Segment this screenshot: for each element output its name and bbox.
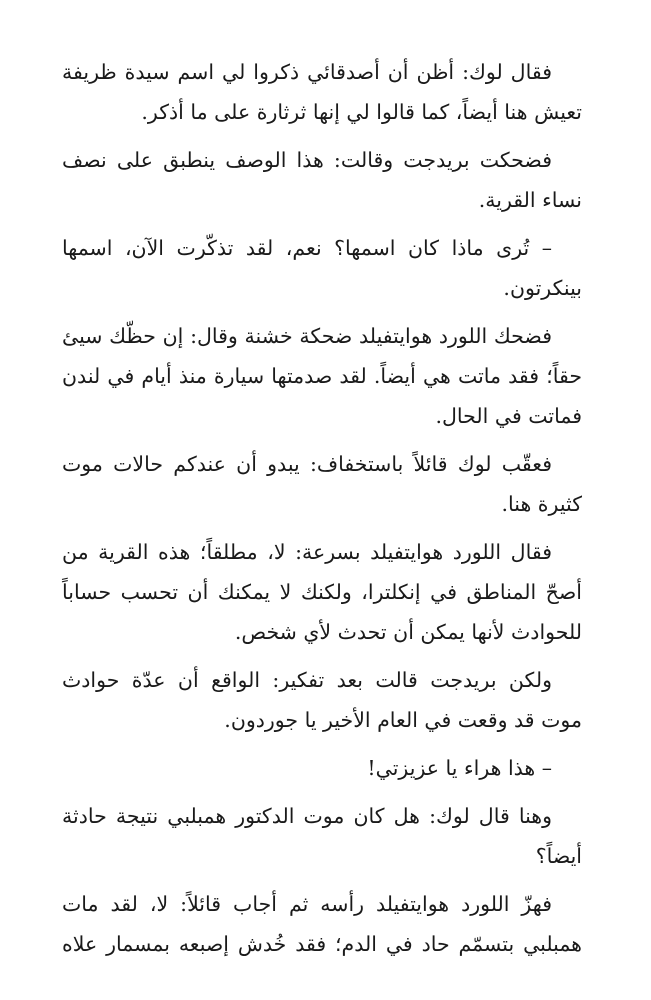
paragraph-10 [62, 884, 582, 964]
text-line: فضحكت بريدجت وقالت: هذا الوصف ينطبق على نصف [62, 148, 552, 172]
text-line: للحوادث لأنها يمكن أن تحدث لأي شخص. [234, 620, 582, 644]
text-line: موت قد وقعت في العام الأخير يا جوردون. [224, 708, 582, 732]
paragraph-3 [62, 228, 582, 308]
paragraph-5 [62, 444, 582, 524]
text-line: فضحك اللورد هوايتفيلد ضحكة خشنة وقال: إن حظّك سيئ [62, 324, 552, 348]
paragraph-8 [62, 748, 582, 788]
text-line: أيضاً؟ [535, 844, 582, 868]
paragraph-6 [62, 532, 582, 652]
text-line: أصحّ المناطق في إنكلترا، ولكنك لا يمكنك أن تحسب حساباً [62, 580, 582, 604]
text-line: وهنا قال لوك: هل كان موت الدكتور همبلبي نتيجة حادثة [62, 804, 552, 828]
text-line: فهزّ اللورد هوايتفيلد رأسه ثم أجاب قائلاً: لا، لقد مات [62, 892, 552, 916]
text-line: ولكن بريدجت قالت بعد تفكير: الواقع أن عدّة حوادث [62, 668, 552, 692]
paragraph-2 [62, 140, 582, 220]
text-line: فقال اللورد هوايتفيلد بسرعة: لا، مطلقاً؛ هذه القرية من [62, 540, 552, 564]
paragraph-7 [62, 660, 582, 740]
text-line: – هذا هراء يا عزيزتي! [367, 756, 552, 780]
book-page [62, 52, 582, 972]
paragraph-9 [62, 796, 582, 876]
text-line: بينكرتون. [503, 276, 582, 300]
text-line: تعيش هنا أيضاً، كما قالوا لي إنها ثرثارة على ما أذكر. [141, 100, 582, 124]
text-line: كثيرة هنا. [501, 492, 582, 516]
paragraph-1 [62, 52, 582, 132]
text-line: – تُرى ماذا كان اسمها؟ نعم، لقد تذكّرت الآن، اسمها [62, 236, 552, 260]
text-line: فقال لوك: أظن أن أصدقائي ذكروا لي اسم سيدة ظريفة [62, 60, 552, 84]
text-line: فماتت في الحال. [435, 404, 582, 428]
text-line: نساء القرية. [478, 188, 582, 212]
text-line: حقاً؛ فقد ماتت هي أيضاً. لقد صدمتها سيارة منذ أيام في لندن [62, 364, 582, 388]
text-line: فعقّب لوك قائلاً باستخفاف: يبدو أن عندكم حالات موت [62, 452, 552, 476]
paragraph-4 [62, 316, 582, 436]
text-line: همبلبي بتسمّم حاد في الدم؛ فقد خُدش إصبعه بمسمار علاه [62, 932, 582, 956]
